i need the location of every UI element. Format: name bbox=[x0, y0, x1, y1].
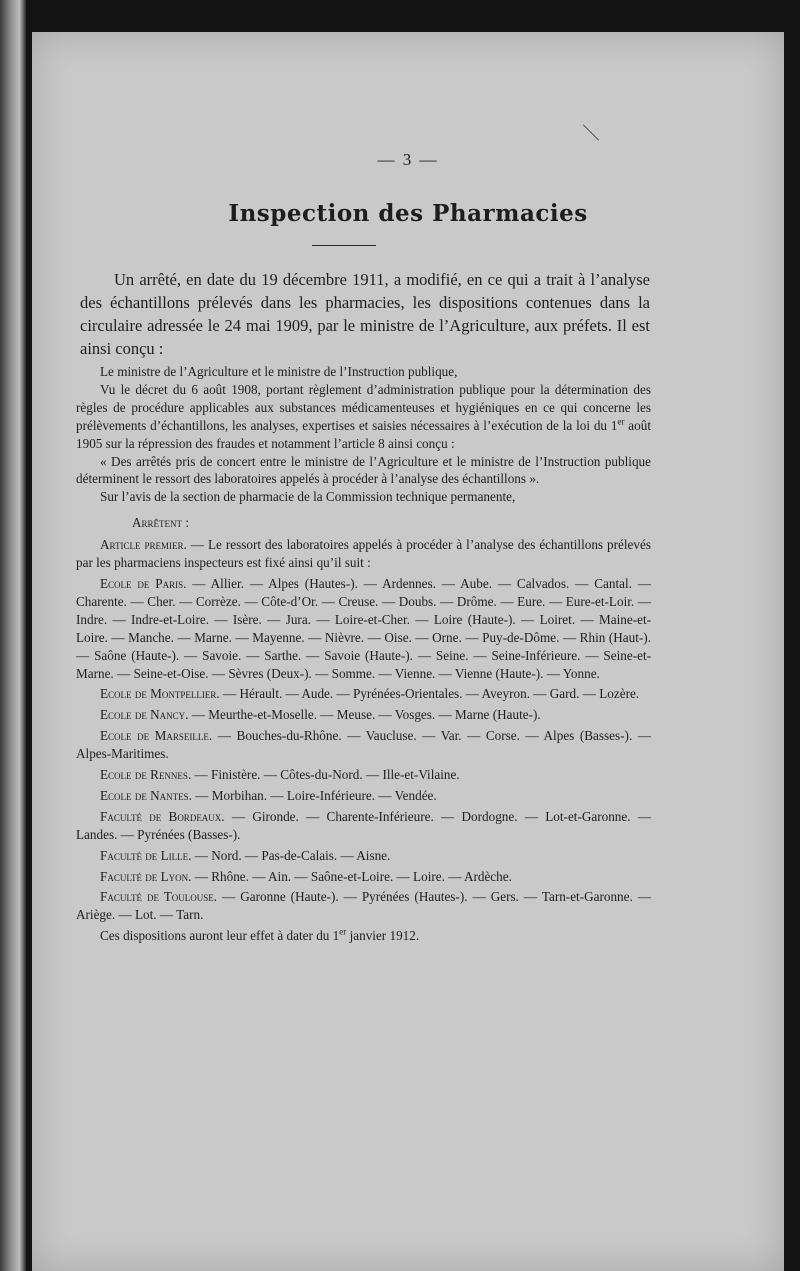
list-item bbox=[76, 575, 651, 682]
article-label: Article premier. bbox=[100, 537, 187, 553]
list-item bbox=[76, 847, 651, 865]
list-item bbox=[76, 868, 651, 886]
school-departments: — Finistère. — Côtes-du-Nord. — Ille-et-Vilaine. bbox=[191, 767, 460, 783]
decree-text bbox=[76, 363, 651, 945]
list-item bbox=[76, 808, 651, 844]
school-name: Ecole de Montpellier. bbox=[100, 686, 220, 702]
article-text: — Le ressort des laboratoires appelés à procéder à l’analyse des échantillons prélevés par les pharmaciens inspecteurs est fixé ainsi qu’il suit : bbox=[76, 537, 651, 571]
schools-list bbox=[76, 575, 651, 924]
closing-sup: er bbox=[339, 926, 347, 937]
school-departments: — Rhône. — Ain. — Saône-et-Loire. — Loire. — Ardèche. bbox=[191, 868, 512, 884]
school-departments: — Gironde. — Charente-Inférieure. — Dordogne. — Lot-et-Garonne. — Landes. — Pyrénées (Basses-). bbox=[76, 808, 651, 842]
decree-quote: « Des arrêtés pris de concert entre le ministre de l’Agriculture et le ministre de l’Instruction publique déterminent le ressort des laboratoires appelés à procéder à l’analyse des échantillons ». bbox=[76, 453, 651, 487]
closing-start: Ces dispositions auront leur effet à dater du 1 bbox=[100, 928, 340, 944]
list-item bbox=[76, 766, 651, 784]
binding-edge bbox=[0, 0, 26, 1271]
title-divider bbox=[312, 245, 376, 246]
school-departments: — Garonne (Haute-). — Pyrénées (Hautes-). — Gers. — Tarn-et-Garonne. — Ariège. — Lot. — Tarn. bbox=[76, 889, 651, 923]
school-name: Ecole de Rennes. bbox=[100, 767, 192, 783]
decree-considering-end: août 1905 sur la répression des fraudes et notamment l’article 8 ainsi conçu : bbox=[76, 417, 651, 451]
school-departments: — Morbihan. — Loire-Inférieure. — Vendée. bbox=[191, 787, 437, 803]
article-first bbox=[76, 536, 651, 572]
school-name: Faculté de Lyon. bbox=[100, 868, 192, 884]
page-title: Inspection des Pharmacies bbox=[228, 200, 588, 227]
list-item bbox=[76, 787, 651, 805]
school-name: Ecole de Paris. bbox=[100, 575, 187, 591]
list-item bbox=[76, 685, 651, 703]
list-item bbox=[76, 727, 651, 763]
intro-text: Un arrêté, en date du 19 décembre 1911, a modifié, en ce qui a trait à l’analyse des échantillons prélevés dans les pharmacies, les dispositions contenues dans la circulaire adressée le 24 mai 1909, par le ministre de l’Agriculture, aux préfets. Il est ainsi conçu : bbox=[80, 270, 650, 358]
decree-considering bbox=[76, 381, 651, 453]
decree-advice: Sur l’avis de la section de pharmacie de la Commission technique permanente, bbox=[100, 489, 516, 505]
decree-preamble: Le ministre de l’Agriculture et le ministre de l’Instruction publique, bbox=[100, 364, 458, 379]
school-name: Faculté de Lille. bbox=[100, 847, 192, 863]
school-departments: — Hérault. — Aude. — Pyrénées-Orientales. — Aveyron. — Gard. — Lozère. bbox=[219, 686, 640, 702]
school-name: Faculté de Bordeaux. bbox=[100, 808, 225, 824]
school-name: Faculté de Toulouse. bbox=[100, 889, 218, 905]
school-name: Ecole de Marseille. bbox=[100, 728, 213, 744]
school-departments: — Nord. — Pas-de-Calais. — Aisne. bbox=[191, 847, 391, 863]
pencil-mark bbox=[583, 124, 599, 140]
school-departments: — Allier. — Alpes (Hautes-). — Ardennes. — Aube. — Calvados. — Cantal. — Charente. — Cher. — Corrèze. — Côte-d’Or. — Creuse. — Doubs. — Drôme. — Eure. — Eure-et-Loir. — Indre. — Indre-et-Loire. — Isère. — Jura. — Loire-et-Cher. — Loire (Haute-). — Loiret. — Maine-et-Loire. — Manche. — Marne. — Mayenne. — Nièvre. — Oise. — Orne. — Puy-de-Dôme. — Rhin (Haut-). — Saône (Haute-). — Savoie. — Sarthe. — Savoie (Haute-). — Seine. — Seine-Inférieure. — Seine-et-Marne. — Seine-et-Oise. — Sèvres (Deux-). — Somme. — Vienne. — Vienne (Haute-). — Yonne. bbox=[76, 575, 651, 681]
list-item bbox=[76, 888, 651, 924]
closing-end: janvier 1912. bbox=[346, 928, 420, 944]
closing-statement bbox=[76, 927, 651, 945]
decree-considering-start: Vu le décret du 6 août 1908, portant règlement d’administration publique pour la détermination des règles de procédure applicables aux substances médicamenteuses et hygiéniques en ce qui concerne les prélèvements d’échantillons, les analyses, expertises et saisies nécessaires à l’exécution de la loi du 1 bbox=[76, 381, 651, 433]
decree-considering-sup: er bbox=[617, 416, 625, 427]
school-departments: — Meurthe-et-Moselle. — Meuse. — Vosges. — Marne (Haute-). bbox=[188, 707, 541, 723]
list-item bbox=[76, 706, 651, 724]
school-name: Ecole de Nantes. bbox=[100, 787, 192, 803]
decree-arretent: Arrêtent : bbox=[132, 515, 189, 531]
school-name: Ecole de Nancy. bbox=[100, 707, 189, 723]
intro-paragraph bbox=[80, 268, 650, 360]
document-page bbox=[32, 32, 784, 1271]
school-departments: — Bouches-du-Rhône. — Vaucluse. — Var. — Corse. — Alpes (Basses-). — Alpes-Maritimes. bbox=[76, 728, 651, 762]
page-number: — 3 — bbox=[377, 150, 439, 169]
